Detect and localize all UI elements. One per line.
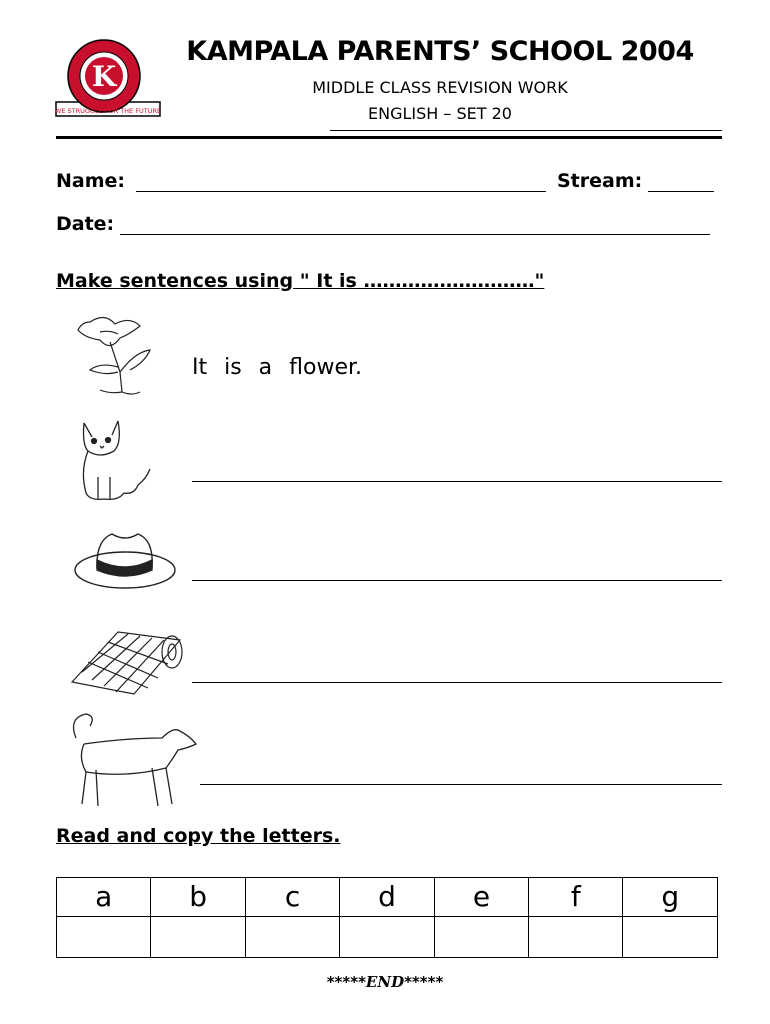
stream-blank[interactable] <box>648 191 714 192</box>
letter-cell: g <box>623 878 718 917</box>
letters-row <box>57 878 718 917</box>
copy-cell[interactable] <box>529 917 623 958</box>
copy-cell[interactable] <box>434 917 528 958</box>
letter-cell: c <box>245 878 339 917</box>
date-label: Date: <box>56 213 115 235</box>
answer-line-mat[interactable] <box>192 682 722 683</box>
copy-cell[interactable] <box>623 917 718 958</box>
copy-cell[interactable] <box>340 917 434 958</box>
copy-cell[interactable] <box>57 917 151 958</box>
school-logo <box>54 38 162 128</box>
dog-icon <box>66 708 200 816</box>
end-stars-left: ***** <box>326 973 366 991</box>
letter-cell: e <box>434 878 528 917</box>
answer-line-cat[interactable] <box>192 481 722 482</box>
end-marker <box>0 973 770 991</box>
header-divider-thin <box>330 130 722 131</box>
letters-table <box>56 877 718 958</box>
end-stars-right: ***** <box>404 973 444 991</box>
copy-cell[interactable] <box>151 917 245 958</box>
hat-icon <box>72 528 178 598</box>
subject-line: ENGLISH – SET 20 <box>368 104 512 123</box>
flower-icon <box>60 312 160 402</box>
copy-cell[interactable] <box>245 917 339 958</box>
answer-line-dog[interactable] <box>200 784 722 785</box>
name-blank[interactable] <box>136 191 546 192</box>
school-name: KAMPALA PARENTS’ SCHOOL 2004 <box>186 36 694 67</box>
name-label: Name: <box>56 170 126 192</box>
letter-cell: d <box>340 878 434 917</box>
mat-icon <box>68 622 188 706</box>
copy-row <box>57 917 718 958</box>
date-blank[interactable] <box>120 234 710 235</box>
header-divider-thick <box>56 136 722 139</box>
logo-letter: K <box>91 60 117 93</box>
logo-motto: WE STRUGGLE FOR THE FUTURE <box>54 107 162 115</box>
section-heading-letters: Read and copy the letters. <box>56 825 341 847</box>
example-sentence: It is a flower. <box>192 355 363 380</box>
letter-cell: f <box>529 878 623 917</box>
section-heading-sentences: Make sentences using " It is ………………………" <box>56 270 545 292</box>
cat-icon <box>74 415 154 507</box>
letter-cell: a <box>57 878 151 917</box>
end-word: END <box>365 973 405 991</box>
letter-cell: b <box>151 878 245 917</box>
answer-line-hat[interactable] <box>192 580 722 581</box>
stream-label: Stream: <box>557 170 643 192</box>
class-line: MIDDLE CLASS REVISION WORK <box>312 78 568 97</box>
